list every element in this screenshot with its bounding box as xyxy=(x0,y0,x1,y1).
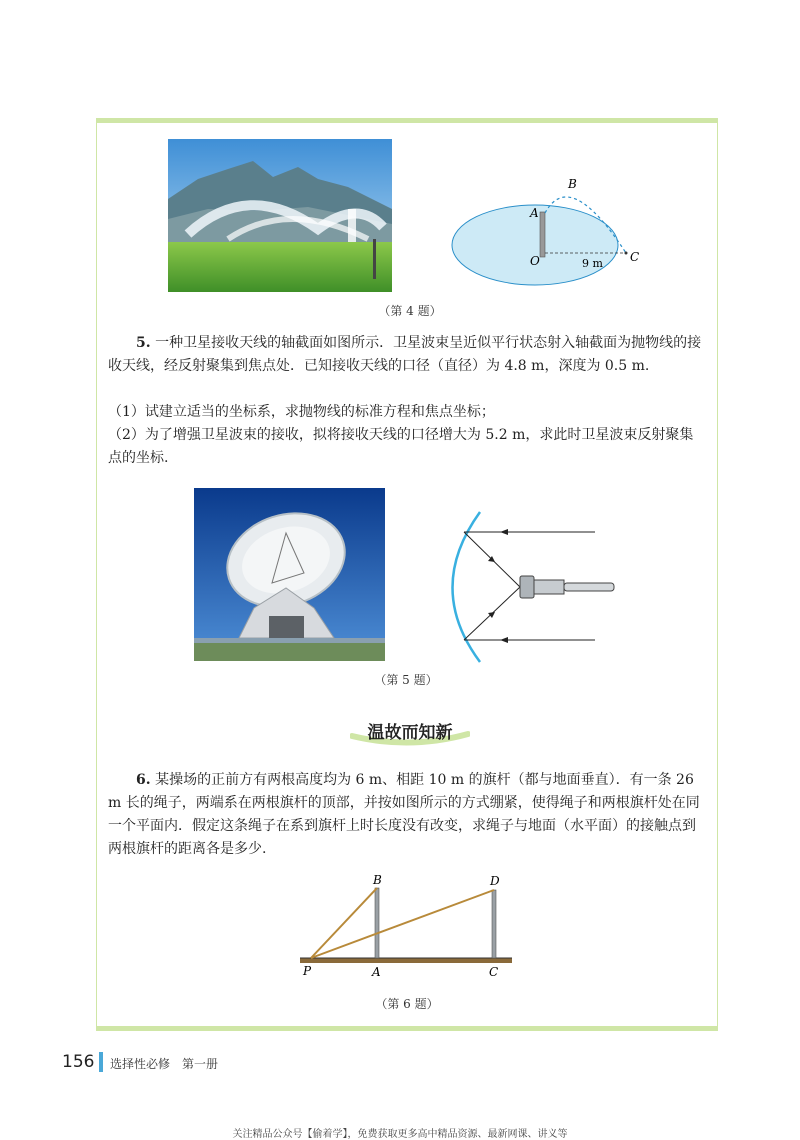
fig5-caption: （第 5 题） xyxy=(374,673,438,687)
fig4-label-O: O xyxy=(530,254,540,268)
right-border-line xyxy=(717,118,718,1029)
fig4-caption: （第 4 题） xyxy=(378,304,442,318)
fig4-label-A: A xyxy=(530,206,539,220)
sprinkler-photo xyxy=(168,139,392,292)
page-number-bar xyxy=(99,1052,103,1072)
book-title: 选择性必修 第一册 xyxy=(110,1057,219,1071)
top-border-line xyxy=(96,118,718,123)
q5-sub2: （2）为了增强卫星波束的接收，拟将接收天线的口径增大为 5.2 m，求此时卫星波束反射聚集点的坐标. xyxy=(108,427,694,466)
q6-body: 某操场的正前方有两根高度均为 6 m、相距 10 m 的旗杆（都与地面垂直）．有一条 26 m 长的绳子，两端系在两根旗杆的顶部，并按如图所示的方式绷紧，使得绳子和两根旗杆处在同一个平面内．假定这条绳子在系到旗杆上时长度没有改变，求绳子与地面（水平面）的接触点到两根旗杆的距离各是多少. xyxy=(108,772,700,857)
left-border-line xyxy=(96,118,97,1029)
fig6-caption: （第 6 题） xyxy=(375,997,439,1011)
fig4-label-B: B xyxy=(568,177,577,191)
fig6-label-D: D xyxy=(490,874,500,888)
q5-number: 5. xyxy=(136,335,151,351)
satellite-dish-photo xyxy=(194,488,385,661)
fig6-label-C: C xyxy=(489,965,499,979)
fig4-label-C: C xyxy=(630,250,640,264)
q5-body: 一种卫星接收天线的轴截面如图所示．卫星波束呈近似平行状态射入轴截面为抛物线的接收天线，经反射聚集到焦点处．已知接收天线的口径（直径）为 4.8 m，深度为 0.5 m. xyxy=(108,335,702,374)
page-number: 156 xyxy=(62,1052,95,1072)
q6-text xyxy=(108,769,706,861)
antenna-diagram xyxy=(440,510,630,665)
sprinkler-diagram xyxy=(450,175,670,300)
promo-text: 关注精品公众号【偷着学】，免费获取更多高中精品资源、最新网课、讲义等 xyxy=(232,1129,568,1140)
fig6-label-B: B xyxy=(373,873,382,887)
flagpole-diagram xyxy=(295,872,520,987)
fig4-label-dist: 9 m xyxy=(582,257,603,270)
fig6-label-A: A xyxy=(372,965,381,979)
fig6-label-P: P xyxy=(303,964,312,978)
q6-number: 6. xyxy=(136,772,151,788)
bottom-border-line xyxy=(96,1026,718,1031)
section-title: 温故而知新 xyxy=(367,723,453,743)
q5-text xyxy=(108,332,706,378)
q5-sub1: （1）试建立适当的坐标系，求抛物线的标准方程和焦点坐标； xyxy=(108,404,495,420)
